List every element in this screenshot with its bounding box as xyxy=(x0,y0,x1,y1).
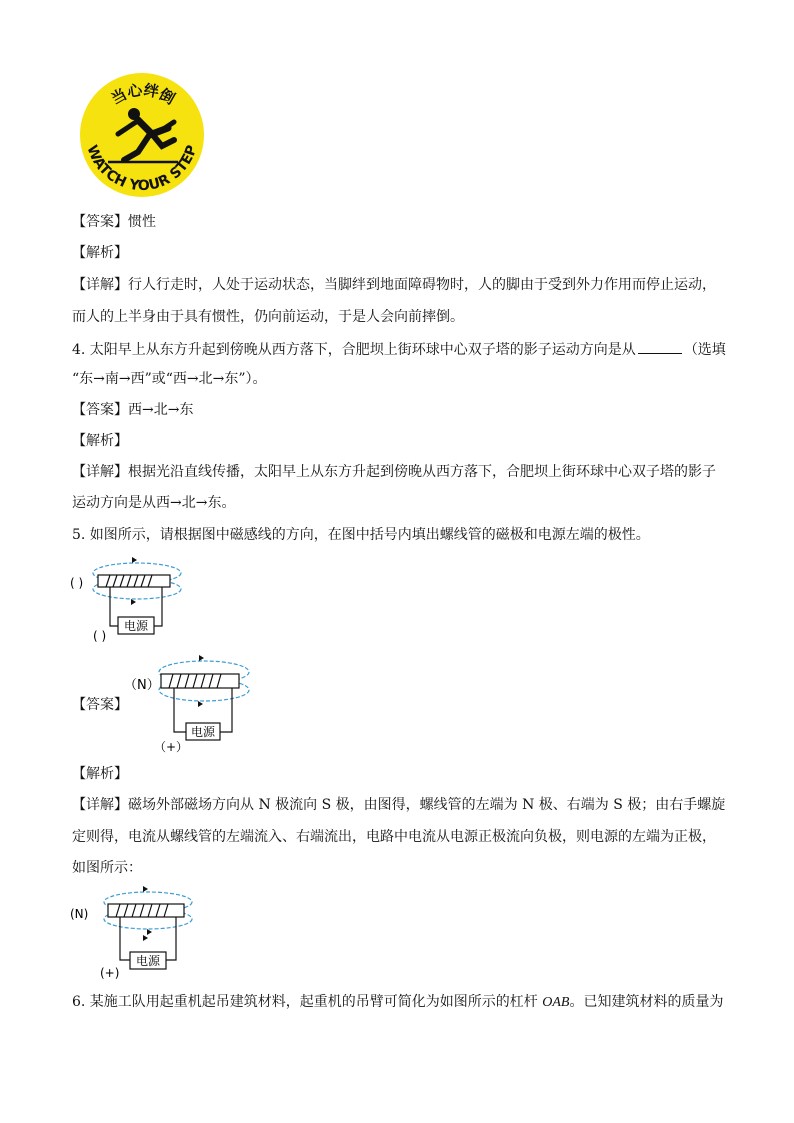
solenoid-pole-detail: (N) xyxy=(70,907,89,921)
q6-stem: 6. 某施工队用起重机起吊建筑材料，起重机的吊臂可简化为如图所示的杠杆 OAB。已知建筑材料的质量为 xyxy=(72,994,724,1010)
power-source-label: 电源 xyxy=(123,619,149,633)
caution-sign xyxy=(78,72,208,198)
power-source-label: 电源 xyxy=(190,725,216,739)
q4-analysis-label: 【解析】 xyxy=(72,433,128,449)
field-arrow-bottom xyxy=(131,599,136,605)
field-arrow-bottom xyxy=(198,701,203,707)
source-pole-blank: ( ) xyxy=(93,629,107,643)
sign-top-text: 当心绊倒 xyxy=(108,80,178,109)
q4-stem-line-1: 4. 太阳早上从东方升起到傍晚从西方落下，合肥坝上街环球中心双子塔的影子运动方向是从 （选填 xyxy=(72,339,726,360)
circuit-wire xyxy=(110,587,118,626)
solenoid-pole-blank: ( ) xyxy=(70,576,84,590)
q4-answer: 【答案】西→北→东 xyxy=(72,402,194,418)
q5-stem: 5. 如图所示，请根据图中磁感线的方向，在图中括号内填出螺线管的磁极和电源左端的极性。 xyxy=(72,527,650,543)
q5-detail-line-3: 如图所示： xyxy=(72,860,142,876)
circuit-wire xyxy=(120,917,130,960)
q5-answer-label: 【答案】 xyxy=(72,697,128,713)
q5-detail-line-1: 【详解】磁场外部磁场方向从 N 极流向 S 极，由图得，螺线管的左端为 N 极、右端为 S 极；由右手螺旋 xyxy=(72,797,726,813)
q3-analysis-label: 【解析】 xyxy=(72,245,128,261)
q4-answer-blank xyxy=(638,339,682,354)
solenoid-figure-question xyxy=(66,556,196,646)
source-pole-detail: (+) xyxy=(100,966,120,980)
field-arrow-top xyxy=(199,655,204,661)
circuit-wire-right xyxy=(220,688,232,732)
q3-detail-line-1: 【详解】行人行走时，人处于运动状态，当脚绊到地面障碍物时，人的脚由于受到外力作用而停止运动， xyxy=(72,277,716,293)
q6-lever-name: OAB xyxy=(542,995,570,1010)
q3-answer: 【答案】惯性 xyxy=(72,214,156,230)
power-source-label: 电源 xyxy=(135,954,161,968)
q3-detail-line-2: 而人的上半身由于具有惯性，仍向前运动，于是人会向前摔倒。 xyxy=(72,309,464,325)
circuit-wire xyxy=(174,688,186,732)
sign-bottom-text: WATCH YOUR STEP xyxy=(83,142,201,195)
q5-analysis-label: 【解析】 xyxy=(72,766,128,782)
circuit-wire-right xyxy=(166,917,176,960)
current-arrow xyxy=(143,935,148,941)
q5-detail-line-2: 定则得，电流从螺线管的左端流入、右端流出，电路中电流从电源正极流向负极，则电源的左端为正极， xyxy=(72,829,716,845)
circuit-wire-right xyxy=(154,587,162,626)
q4-stem-line-2: “东→南→西”或“西→北→东”）。 xyxy=(72,371,267,387)
solenoid-figure-detail xyxy=(70,882,200,980)
field-arrow-top xyxy=(143,886,148,892)
field-arrow-top xyxy=(132,557,137,563)
source-pole-answer: （+） xyxy=(154,740,189,754)
solenoid-pole-answer: （N） xyxy=(124,678,160,693)
field-arrow-bottom xyxy=(147,929,152,935)
q4-detail-line-1: 【详解】根据光沿直线传播，太阳早上从东方升起到傍晚从西方落下，合肥坝上街环球中心双子塔的影子 xyxy=(72,464,716,480)
q4-detail-line-2: 运动方向是从西→北→东。 xyxy=(72,495,236,511)
solenoid-figure-answer xyxy=(124,652,254,756)
